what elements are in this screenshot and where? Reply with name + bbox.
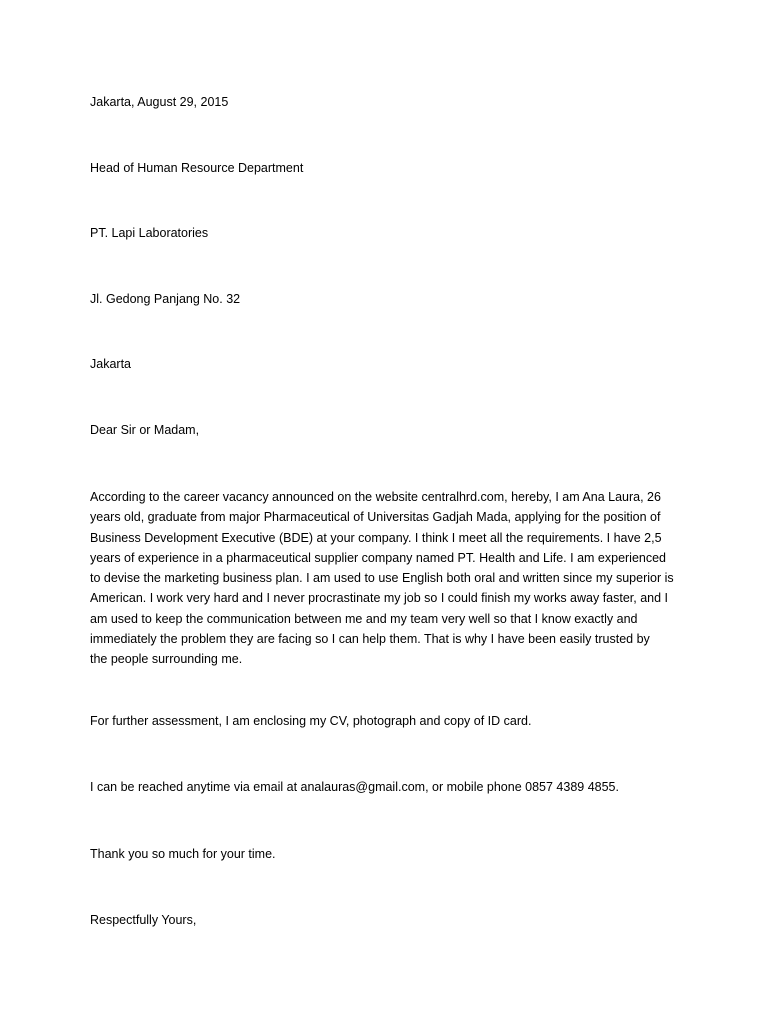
body-line: to devise the marketing business plan. I am used to use English both oral and written since my superior is	[90, 571, 674, 586]
body-line: the people surrounding me.	[90, 652, 243, 667]
letter-date: Jakarta, August 29, 2015	[90, 95, 229, 109]
thanks-line: Thank you so much for your time.	[90, 847, 276, 861]
contact-note: I can be reached anytime via email at analauras@gmail.com, or mobile phone 0857 4389 4855.	[90, 780, 619, 794]
body-line: immediately the problem they are facing so I can help them. That is why I have been easily trusted by	[90, 632, 650, 647]
body-line: years of experience in a pharmaceutical supplier company named PT. Health and Life. I am experienced	[90, 550, 667, 565]
body-line: Business Development Executive (BDE) at your company. I think I meet all the requirements. I have 2,5	[90, 530, 662, 545]
recipient-city: Jakarta	[90, 357, 131, 371]
recipient-company: PT. Lapi Laboratories	[90, 226, 209, 240]
body-line: years old, graduate from major Pharmaceutical of Universitas Gadjah Mada, applying for the position of	[90, 510, 661, 525]
body-paragraph	[90, 487, 674, 670]
body-line: According to the career vacancy announced on the website centralhrd.com, hereby, I am Ana Laura, 26	[90, 490, 661, 504]
closing-line: Respectfully Yours,	[90, 913, 197, 927]
body-line: am used to keep the communication between me and my team very well so that I know exactly and	[90, 611, 638, 626]
enclosure-note: For further assessment, I am enclosing my CV, photograph and copy of ID card.	[90, 714, 532, 728]
salutation: Dear Sir or Madam,	[90, 423, 200, 437]
body-line: American. I work very hard and I never procrastinate my job so I could finish my works away faster, and I	[90, 591, 669, 606]
recipient-street: Jl. Gedong Panjang No. 32	[90, 292, 241, 306]
recipient-title: Head of Human Resource Department	[90, 161, 304, 175]
